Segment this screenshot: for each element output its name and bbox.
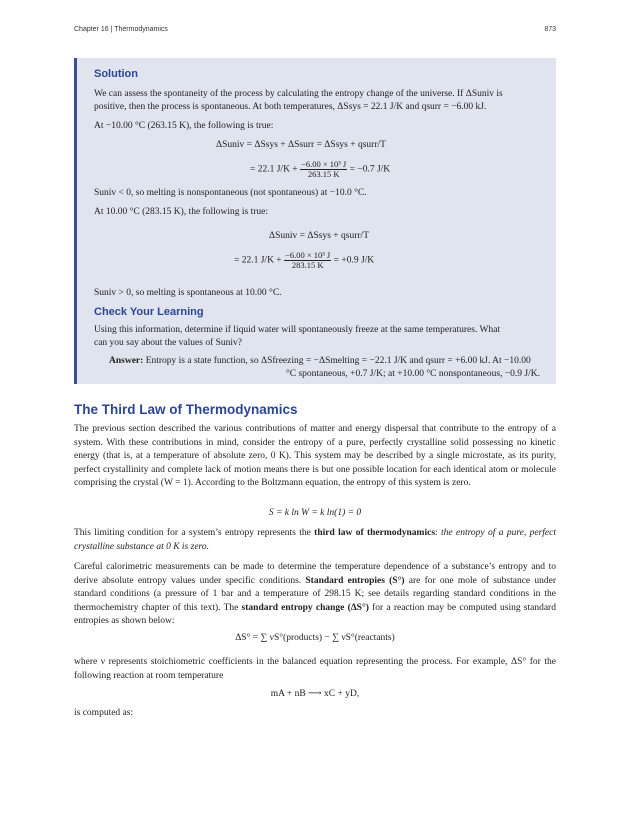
case1-label: At −10.00 °C (263.15 K), the following is true: (94, 121, 274, 131)
equation-1-line1: ΔSuniv = ΔSsys + ΔSsurr = ΔSsys + qsurr/T (216, 140, 386, 150)
check-your-learning-heading: Check Your Learning (94, 306, 204, 318)
third-law-paragraph-3 (74, 561, 556, 629)
answer-line1 (109, 355, 531, 368)
case2-conclusion: Suniv > 0, so melting is spontaneous at 10.00 °C. (94, 288, 282, 298)
para3-text-a: Careful calorimetric measurements can be made to determine the temperature dependence of a substance’s entropy and to derive absolute entropy values under specific conditions. (74, 562, 556, 586)
case1-conclusion: Suniv < 0, so melting is nonspontaneous (not spontaneous) at −10.0 °C. (94, 188, 367, 198)
boltzmann-equation: S = k ln W = k ln(1) = 0 (268, 508, 362, 518)
third-law-paragraph-1: The previous section described the various contributions of matter and energy dispersal that contribute to the entropy of a system. With these contributions in mind, consider the entropy of a pure, perfectly crystalline solid possessing no kinetic energy (that is, at a temperature of absolute zero, 0 K). This system may be described by a single microstate, as its purity, perfect crystallinity and complete lack of motion means there is but one possible location for each identical atom or molecule comprising the crystal (W = 1). According to the Boltzmann equation, the entropy of this system is zero. (74, 424, 556, 489)
para3-text-b: are for one mole of substance under standard conditions (a pressure of 1 bar and a temperature of 298.15 K; see details regarding standard conditions in the thermochemistry chapter of this text). The (74, 575, 556, 613)
equation-1-prefix: = 22.1 J/K + (250, 164, 298, 175)
third-law-paragraph-2 (74, 527, 556, 554)
term-standard-entropies: Standard entropies (S°) (305, 575, 405, 586)
section-title-third-law: The Third Law of Thermodynamics (74, 402, 298, 417)
equation-2-result: = +0.9 J/K (333, 255, 375, 266)
term-standard-entropy-change: standard entropy change (ΔS°) (241, 602, 369, 613)
equation-1-line2 (250, 160, 390, 179)
para2-text-a: This limiting condition for a system’s entropy represents the (74, 528, 315, 538)
equation-2-prefix: = 22.1 J/K + (234, 255, 282, 266)
check-question-line2: can you say about the values of Suniv? (94, 338, 243, 348)
third-law-paragraph-4: where ν represents stoichiometric coefficients in the balanced equation representing the process. For example, ΔS° for the following reaction at room temperature (74, 657, 556, 681)
term-third-law: third law of thermodynamics (314, 528, 436, 538)
solution-intro-line1: We can assess the spontaneity of the process by calculating the entropy change of the universe. If ΔSuniv is (94, 89, 503, 99)
third-law-paragraph-5: is computed as: (74, 708, 134, 718)
answer-label: Answer: (109, 356, 144, 366)
para2-text-b: : (435, 528, 442, 538)
equation-2-line1: ΔSuniv = ΔSsys + qsurr/T (269, 231, 370, 241)
equation-2-numerator: −6.00 × 10³ J (285, 250, 331, 260)
example-box (74, 58, 556, 384)
answer-text-line1: Entropy is a state function, so ΔSfreezing = −ΔSmelting = −22.1 J/K and qsurr = +6.00 kJ. At −10.00 (145, 356, 531, 366)
standard-entropy-equation: ΔS° = ∑ νS°(products) − ∑ νS°(reactants) (235, 633, 395, 643)
equation-1-fraction (300, 160, 347, 179)
equation-1-numerator: −6.00 × 10³ J (301, 159, 347, 169)
solution-intro-line2: positive, then the process is spontaneous. At both temperatures, ΔSsys = 22.1 J/K and qsurr = −6.00 kJ. (94, 102, 487, 112)
equation-2-line2 (234, 251, 374, 270)
page-number: 873 (544, 26, 556, 33)
answer-text-line2: °C spontaneous, +0.7 J/K; at +10.00 °C nonspontaneous, −0.9 J/K. (285, 369, 540, 379)
third-law-statement: the entropy of a pure, perfect crystalline substance at 0 K is zero. (74, 528, 556, 552)
check-question-line1: Using this information, determine if liquid water will spontaneously freeze at the same temperatures. What (94, 325, 501, 335)
equation-2-denominator: 283.15 K (291, 260, 324, 270)
reaction-equation: mA + nB ⟶ xC + yD, (270, 689, 360, 699)
equation-1-denominator: 263.15 K (307, 169, 340, 179)
equation-2-fraction (284, 251, 331, 270)
case2-label: At 10.00 °C (283.15 K), the following is true: (94, 207, 268, 217)
para3-text-c: for a reaction may be computed using standard entropies as shown below: (74, 602, 556, 627)
equation-1-result: = −0.7 J/K (349, 164, 391, 175)
solution-heading: Solution (94, 68, 138, 80)
running-header-chapter: Chapter 16 | Thermodynamics (74, 26, 168, 33)
